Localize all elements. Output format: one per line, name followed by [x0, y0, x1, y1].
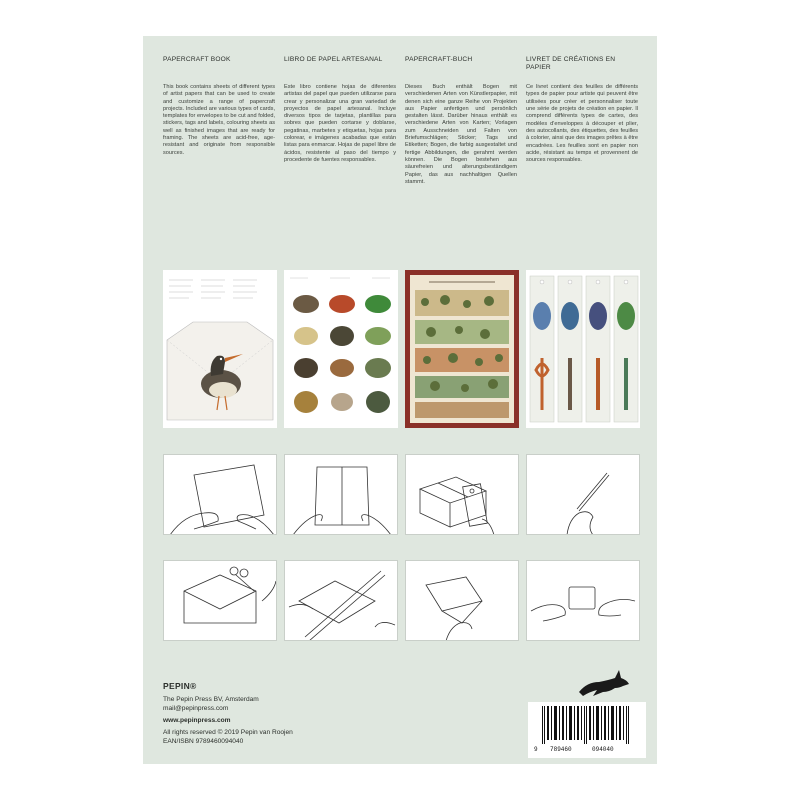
hands-sticker-drawing: [527, 561, 640, 641]
hand-with-pencil-drawing: [527, 455, 640, 535]
step-cut-envelope: [163, 560, 277, 641]
column-german: [405, 56, 517, 186]
step-fold-paper: [163, 454, 277, 535]
column-title: PAPERCRAFT BOOK: [163, 56, 231, 63]
botanical-framed-thumbnail: [405, 270, 519, 428]
column-title: LIVRET DE CRÉATIONS EN PAPIER: [526, 56, 616, 71]
copyright-notice: All rights reserved © 2019 Pepin van Roojen: [163, 729, 293, 736]
gift-with-tag-drawing: [406, 455, 519, 535]
column-body: Dieses Buch enthält Bogen mit verschiedenen Arten von Künstlerpapier, mit denen sich eine ganze Reihe von Projekten aus Papier anfertigen und persönlich gestalten lässt. Darüber hinaus enthält es verschiedene Arten von Karten; Vorlagen zum Ausschneiden und Falten von Briefumschlägen; Sticker; Tags und Etiketten; Bogen, die farbig ausgestaltet und fertige Abbildungen, die gerahmt werden können. Die Bogen bestehen aus säurefreien und alterungsbeständigem Papier, das aus nachhaltigen Quellen stammt.: [405, 84, 517, 185]
envelope-template-thumbnail: [163, 270, 277, 428]
fold-envelope-drawing: [406, 561, 519, 641]
step-ruler-fold: [284, 560, 398, 641]
column-body: Este libro contiene hojas de diferentes artistas del papel que pueden utilizarse para crear y personalizar una gran variedad de proyectos de papel artesanal. Incluye diversos tipos de tarjetas, plantillas para sobres que pueden cortarse y doblarse, pegatinas, marbetes y etiquetas, hojas para colorear, e imágenes acabadas que están listas para enmarcar. Hojas de papel libre de ácidos, resistente al paso del tiempo y procedente de fuentes responsables.: [284, 84, 396, 163]
bird-lizard-tags-thumbnail: [526, 270, 640, 428]
tags-illustration: [526, 270, 640, 428]
step-tag-gift: [405, 454, 519, 535]
publisher-info: [163, 682, 293, 746]
ruler-fold-drawing: [285, 561, 398, 641]
column-english: [163, 56, 275, 157]
step-fold-envelope: [405, 560, 519, 641]
publisher-email: mail@pepinpress.com: [163, 705, 229, 712]
hare-logo-icon: [573, 668, 631, 698]
hare-logo: [573, 668, 631, 698]
publisher-brand: PEPIN®: [163, 681, 197, 691]
step-open-card: [284, 454, 398, 535]
column-spanish: [284, 56, 396, 164]
publisher-website: www.pepinpress.com: [163, 717, 231, 724]
hands-open-card-drawing: [285, 455, 398, 535]
barcode-bars: [536, 706, 638, 744]
ean-isbn: EAN/ISBN 9789460094040: [163, 738, 244, 745]
barcode-left-group: 789460: [550, 746, 572, 753]
envelope-template-illustration: [163, 270, 277, 428]
book-back-cover: [143, 36, 657, 764]
publisher-address: The Pepin Press BV, Amsterdam: [163, 696, 259, 703]
frogs-turtles-illustration: [284, 270, 398, 428]
column-title: PAPERCRAFT-BUCH: [405, 56, 473, 63]
barcode-lead-digit: 9: [534, 746, 538, 753]
barcode: [528, 702, 646, 758]
column-title: LIBRO DE PAPEL ARTESANAL: [284, 56, 383, 63]
scissors-cut-envelope-drawing: [164, 561, 277, 641]
column-body: This book contains sheets of different types of artist papers that can be used to create and customize a range of papercraft projects. Included are various types of cards, templates for envelopes to be cut and folded, stickers, tags and labels, colouring sheets as well as finished images that are ready for framing. The sheets are acid-free, age-resistant and originate from responsible sources.: [163, 84, 275, 156]
hands-fold-paper-drawing: [164, 455, 277, 535]
step-stick-sticker: [526, 560, 640, 641]
column-french: [526, 56, 638, 164]
barcode-right-group: 094040: [592, 746, 614, 753]
frogs-turtles-thumbnail: [284, 270, 398, 428]
botanical-print-illustration: [405, 270, 519, 428]
step-colouring: [526, 454, 640, 535]
column-body: Ce livret contient des feuilles de différents types de papier pour artiste qui peuvent être utilisées pour créer et personnaliser toute une série de projets de création en papier. Il comprend différents types de cartes, des modèles d'enveloppes à découper et plier, des autocollants, des étiquettes, des feuilles à colorier, ainsi que des images prêtes à être encadrées. Les feuilles sont en papier non acide, résistant au temps et provennent de sources responsables.: [526, 84, 638, 164]
